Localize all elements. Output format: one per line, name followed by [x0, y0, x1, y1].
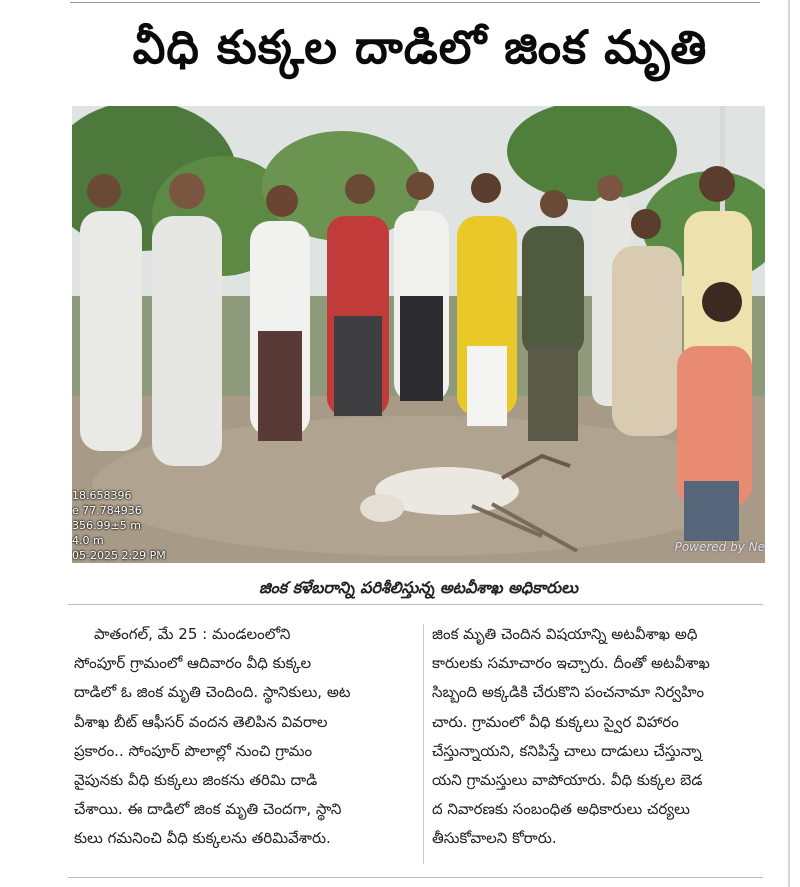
- gps-line: 4.0 m: [72, 534, 104, 547]
- gps-line: 356.99±5 m: [72, 519, 141, 532]
- article-line: యని గ్రామస్తులు వాపోయారు. వీధి కుక్కల బెడ: [432, 771, 703, 790]
- page-edge: [788, 0, 790, 887]
- photo-caption: జింక కళేబరాన్ని పరిశీలిస్తున్న అటవీశాఖ అధికారులు: [258, 577, 579, 597]
- article-line: వీశాఖ బీట్ ఆఫీసర్ వందన తెలిపిన వివరాల: [74, 712, 328, 731]
- article-line: చేస్తున్నాయని, కనిపిస్తే చాలు దాడులు చేస్తున్నా: [432, 741, 702, 760]
- article-line: పాతంగల్, మే 25 : మండలంలోని: [94, 625, 291, 643]
- bottom-rule: [68, 877, 763, 878]
- article-column-left: [74, 620, 416, 870]
- article-line: కులు గమనించి వీధి కుక్కలను తరిమివేశారు.: [74, 829, 331, 848]
- gps-line: 18.658396: [72, 489, 132, 502]
- article-line: దాడిలో ఓ జింక మృతి చెందింది. స్థానికులు, అట: [74, 683, 351, 702]
- caption-rule: [68, 604, 763, 605]
- news-photo: [72, 106, 765, 563]
- article-line: వైపునకు వీధి కుక్కలు జింకను తరిమి దాడి: [74, 771, 318, 790]
- article-line: చారు. గ్రామంలో వీధి కుక్కలు స్వైర విహారం: [432, 712, 679, 731]
- article-line: సోంపూర్ గ్రామంలో ఆదివారం వీధి కుక్కల: [74, 654, 312, 673]
- gps-overlay: [72, 488, 192, 563]
- gps-line: e 77.784936: [72, 504, 142, 517]
- headline: వీధి కుక్కల దాడిలో జింక మృతి: [132, 20, 708, 74]
- article-line: చేశాయి. ఈ దాడిలో జింక మృతి చెందగా, స్థాని: [74, 800, 342, 819]
- article-line: ప్రకారం.. సోంపూర్ పొలాల్లో నుంచి గ్రామం: [74, 741, 313, 760]
- article-line: ద నివారణకు సంబంధిత అధికారులు చర్యలు: [432, 800, 690, 819]
- article-line: తీసుకోవాలని కోరారు.: [432, 829, 557, 848]
- article-line: సిబ్బంది అక్కడికి చేరుకొని పంచనామా నిర్వహిం: [432, 683, 705, 702]
- column-divider: [423, 624, 424, 864]
- gps-line: 05-2025 2:29 PM: [72, 549, 166, 562]
- article-line: కారులకు సమాచారం ఇచ్చారు. దీంతో అటవీశాఖ: [432, 654, 710, 673]
- article-line: జింక మృతి చెందిన విషయాన్ని అటవీశాఖ అధి: [432, 625, 698, 643]
- photo-watermark: Powered by Ne: [674, 540, 765, 554]
- top-rule: [70, 2, 760, 3]
- article-column-right: [432, 620, 764, 870]
